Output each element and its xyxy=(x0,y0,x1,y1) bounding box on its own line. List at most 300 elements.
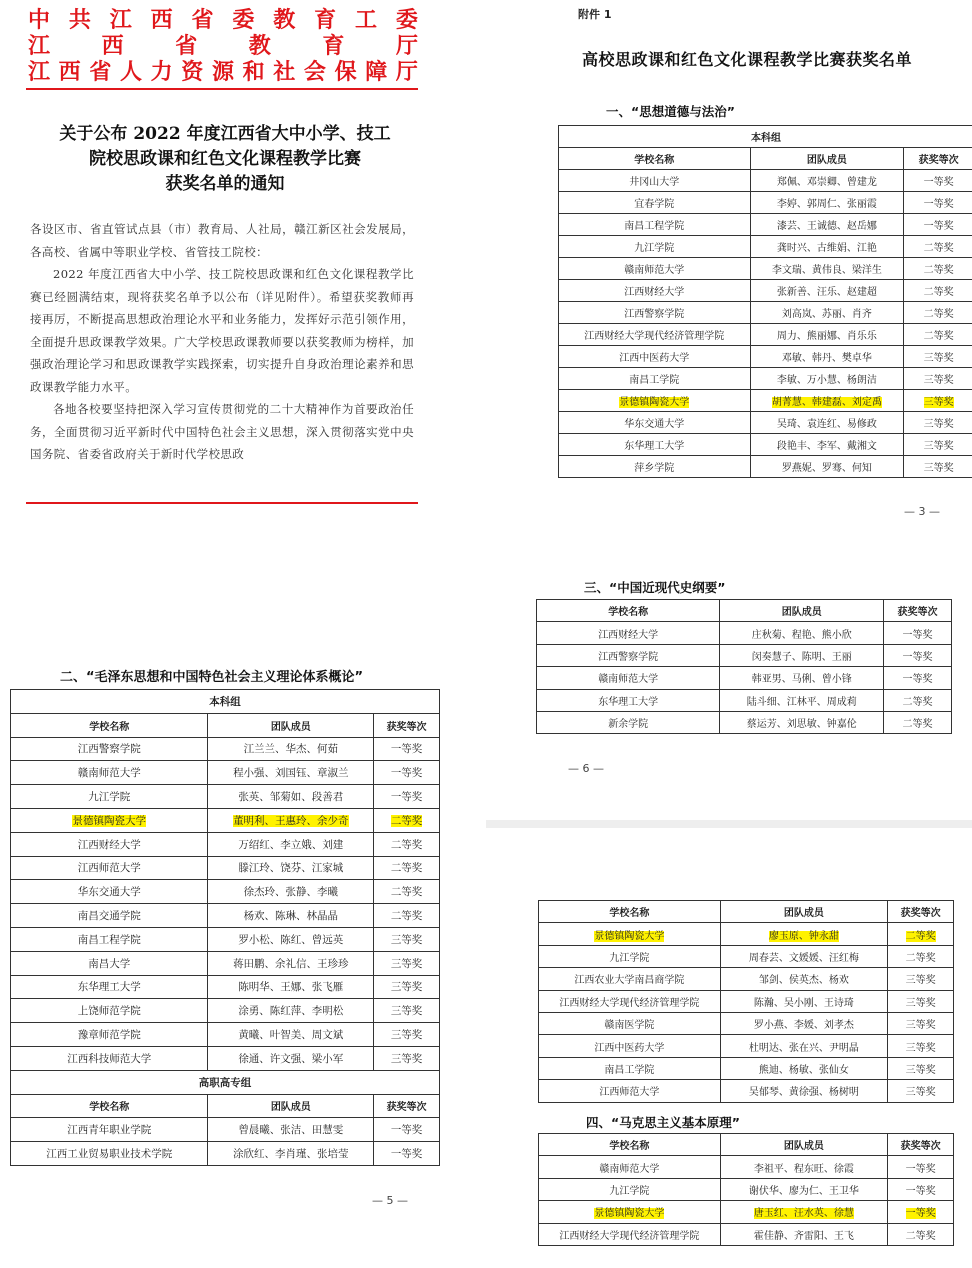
annex-page-3 xyxy=(486,0,972,560)
cell-award-text: 三等奖 xyxy=(905,997,936,1009)
cell-team xyxy=(208,975,374,999)
table-row xyxy=(537,622,952,644)
table-row xyxy=(11,904,440,928)
table-header-row xyxy=(11,1094,440,1118)
cell-team xyxy=(720,1201,888,1223)
cell-team xyxy=(750,170,904,192)
section-4-title: 四、“马克思主义基本原理” xyxy=(586,1115,740,1130)
cell-award-text: 一等奖 xyxy=(902,651,933,663)
cell-award-text: 三等奖 xyxy=(905,1042,936,1054)
table-row xyxy=(11,1046,440,1070)
cell-school xyxy=(11,904,208,928)
cell-school-text: 江西财经大学现代经济管理学院 xyxy=(559,997,700,1009)
cell-award xyxy=(904,302,972,324)
cell-school-text: 江西警察学院 xyxy=(624,309,685,320)
letterhead-char: 障 xyxy=(365,59,388,85)
table-row xyxy=(539,1057,954,1079)
cell-school-text: 东华理工大学 xyxy=(77,981,141,994)
section-1-title: 一、“思想道德与法治” xyxy=(606,104,735,119)
notice-paragraph-1: 2022 年度江西省大中小学、技工院校思政课和红色文化课程教学比赛已经圆满结束，现将获奖名单予以公布（详见附件）。希望获奖教师再接再厉，不断提高思想政治理论水平和业务能力，发挥好示范引领作用，全面提升思政课教学效果。广大学校思政课教师要以获奖教师为榜样，加强政治理论学习和思政课教学实践探索，切实提升自身政治理论素养和思政课教学能力水平。 xyxy=(30,267,414,394)
cell-award-text: 三等奖 xyxy=(923,419,954,430)
column-header-school: 学校名称 xyxy=(11,1094,208,1118)
cell-team-text: 谢伏华、廖为仁、王卫华 xyxy=(748,1185,859,1197)
cell-team xyxy=(720,1035,888,1057)
cell-award xyxy=(374,785,440,809)
cell-school-text: 东华理工大学 xyxy=(598,696,659,708)
letterhead-char: 教 xyxy=(248,33,271,59)
cell-award-text: 二等奖 xyxy=(923,309,954,320)
cell-school-text: 南昌工学院 xyxy=(604,1064,655,1076)
cell-award-text: 三等奖 xyxy=(923,441,954,452)
cell-award-text: 一等奖 xyxy=(390,1148,423,1161)
notice-paragraph-2: 各地各校要坚持把深入学习宣传贯彻党的二十大精神作为首要政治任务，全面贯彻习近平新时代中国特色社会主义思想，深入贯彻落实党中央国务院、省委省政府关于新时代学校思政 xyxy=(30,402,414,461)
column-header-school: 学校名称 xyxy=(559,148,751,170)
cell-team xyxy=(720,1223,888,1245)
cell-school-text: 江西青年职业学院 xyxy=(67,1124,152,1137)
cell-team xyxy=(720,622,884,644)
cell-award xyxy=(374,856,440,880)
cell-team xyxy=(208,761,374,785)
letterhead-line-2 xyxy=(28,32,418,60)
table-row xyxy=(559,192,972,214)
letterhead-char: 和 xyxy=(242,59,265,85)
cell-award xyxy=(374,1142,440,1166)
cell-team-text: 周力、熊丽娜、肖乐乐 xyxy=(776,331,877,342)
cell-team xyxy=(750,456,904,478)
page-number-3: — 3 — xyxy=(904,505,940,518)
column-header-team: 团队成员 xyxy=(750,148,904,170)
cell-award xyxy=(904,170,972,192)
letterhead-char: 厅 xyxy=(395,59,418,85)
cell-school xyxy=(11,1046,208,1070)
cell-award-text: 二等奖 xyxy=(905,952,936,964)
cell-school-text: 江西工业贸易职业技术学院 xyxy=(46,1148,173,1161)
letterhead-char: 资 xyxy=(181,59,204,85)
table-row xyxy=(11,880,440,904)
cell-award-text: 一等奖 xyxy=(905,1185,936,1197)
notice-title-line-2: 院校思政课和红色文化课程教学比赛 xyxy=(89,149,361,169)
column-header-award: 获奖等次 xyxy=(888,901,954,923)
cell-award-text: 二等奖 xyxy=(390,886,423,899)
section-3-continued-table xyxy=(538,900,954,1103)
group-label: 高职高专组 xyxy=(11,1070,440,1094)
table-row xyxy=(559,412,972,434)
cell-school-text: 南昌工学院 xyxy=(629,375,680,386)
cell-team xyxy=(720,945,888,967)
section-2-table xyxy=(10,689,440,1166)
cell-team-text: 唐玉红、汪水英、徐慧 xyxy=(753,1208,854,1220)
cell-school-text: 九江学院 xyxy=(609,1185,650,1197)
cell-school xyxy=(537,689,720,711)
cell-school xyxy=(559,412,751,434)
cell-school-text: 赣南师范大学 xyxy=(624,265,685,276)
table-row xyxy=(539,923,954,945)
cell-award xyxy=(374,761,440,785)
table-row xyxy=(537,689,952,711)
table-row xyxy=(539,990,954,1012)
cell-team-text: 张新善、汪乐、赵建超 xyxy=(776,287,877,298)
cell-team-text: 周春芸、文媛媛、汪红梅 xyxy=(748,952,859,964)
table-row xyxy=(559,258,972,280)
cell-school-text: 江西财经大学 xyxy=(624,287,685,298)
cell-team-text: 蔡运芳、刘思敏、钟嘉伦 xyxy=(746,719,857,731)
cell-school-text: 赣南师范大学 xyxy=(599,1163,660,1175)
cell-award-text: 一等奖 xyxy=(390,767,423,780)
cell-school xyxy=(559,192,751,214)
cell-school xyxy=(11,1023,208,1047)
footer-red-rule xyxy=(26,502,418,504)
table-header-row xyxy=(539,901,954,923)
letterhead-char: 西 xyxy=(58,59,81,85)
letterhead-char: 厅 xyxy=(395,33,418,59)
annex-label: 附件 1 xyxy=(578,8,612,21)
cell-team xyxy=(720,711,884,733)
cell-team-text: 徐通、许文强、梁小军 xyxy=(238,1052,344,1065)
cell-team-text: 徐杰玲、张静、李曦 xyxy=(243,886,339,899)
cell-school-text: 景德镇陶瓷大学 xyxy=(72,814,146,827)
table-row xyxy=(539,1223,954,1245)
cell-award xyxy=(374,975,440,999)
column-header-school: 学校名称 xyxy=(539,1134,721,1156)
cell-award xyxy=(374,808,440,832)
cell-award-text: 一等奖 xyxy=(902,629,933,641)
notice-paragraph-addressee: 各设区市、省直管试点县（市）教育局、人社局，赣江新区社会发展局，各高校、省属中等职业学校、省管技工院校： xyxy=(30,222,414,259)
cell-award xyxy=(904,280,972,302)
cell-team-text: 曾晨曦、张洁、田慧雯 xyxy=(238,1124,344,1137)
table-row xyxy=(11,785,440,809)
cell-school xyxy=(559,346,751,368)
cell-school-text: 景德镇陶瓷大学 xyxy=(594,1208,665,1220)
cell-school-text: 九江学院 xyxy=(634,243,675,254)
section-1-table xyxy=(558,125,972,478)
cell-school xyxy=(539,990,721,1012)
cell-team-text: 胡菁慧、韩建磊、刘定禹 xyxy=(771,397,882,408)
cell-award xyxy=(904,346,972,368)
cell-team xyxy=(750,434,904,456)
letterhead-char: 省 xyxy=(175,33,198,59)
table-row xyxy=(539,1035,954,1057)
cell-school-text: 景德镇陶瓷大学 xyxy=(594,930,665,942)
letterhead-char: 源 xyxy=(211,59,234,85)
cell-award-text: 二等奖 xyxy=(390,910,423,923)
cell-school xyxy=(11,951,208,975)
table-row xyxy=(559,456,972,478)
cell-school xyxy=(559,236,751,258)
cell-award-text: 三等奖 xyxy=(923,463,954,474)
table-row xyxy=(539,1178,954,1200)
cell-school xyxy=(11,1118,208,1142)
cell-award xyxy=(374,832,440,856)
cell-school xyxy=(559,390,751,412)
cell-team xyxy=(720,968,888,990)
table-row xyxy=(539,1080,954,1102)
cell-award-text: 一等奖 xyxy=(923,221,954,232)
cell-school-text: 赣南医学院 xyxy=(604,1020,655,1032)
cell-school xyxy=(537,667,720,689)
cell-award xyxy=(888,923,954,945)
column-header-school: 学校名称 xyxy=(539,901,721,923)
column-header-team: 团队成员 xyxy=(208,713,374,737)
cell-team-text: 江兰兰、华杰、何茹 xyxy=(243,743,339,756)
column-header-award: 获奖等次 xyxy=(374,713,440,737)
table-row xyxy=(539,1156,954,1178)
cell-school-text: 赣南师范大学 xyxy=(598,674,659,686)
cell-school xyxy=(537,711,720,733)
cell-award xyxy=(888,1035,954,1057)
cell-award xyxy=(888,1201,954,1223)
cell-school xyxy=(539,968,721,990)
cell-team xyxy=(720,1057,888,1079)
cell-school-text: 江西师范大学 xyxy=(77,862,141,875)
cell-team-text: 李敏、万小慧、杨朗洁 xyxy=(776,375,877,386)
page-gap-horizontal xyxy=(486,820,972,828)
cell-team xyxy=(208,999,374,1023)
cell-team xyxy=(750,302,904,324)
column-header-award: 获奖等次 xyxy=(374,1094,440,1118)
cell-award-text: 二等奖 xyxy=(390,838,423,851)
cell-school xyxy=(537,644,720,666)
cell-school xyxy=(11,832,208,856)
cell-team-text: 闵奏慧子、陈明、王丽 xyxy=(751,651,852,663)
cell-school xyxy=(11,880,208,904)
cell-school xyxy=(559,214,751,236)
cell-team xyxy=(720,644,884,666)
cell-school xyxy=(537,622,720,644)
letterhead-char: 西 xyxy=(101,33,124,59)
column-header-team: 团队成员 xyxy=(720,1134,888,1156)
cell-school xyxy=(11,999,208,1023)
notice-title-line-3: 获奖名单的通知 xyxy=(165,174,285,194)
cell-team-text: 段艳丰、李军、戴湘文 xyxy=(776,441,877,452)
cell-school xyxy=(559,434,751,456)
cell-team-text: 陆斗细、江林平、周成莉 xyxy=(746,696,857,708)
column-header-team: 团队成员 xyxy=(720,901,888,923)
cell-award-text: 二等奖 xyxy=(905,1230,936,1242)
cell-team-text: 罗小燕、李媛、刘孝杰 xyxy=(753,1020,854,1032)
cell-school xyxy=(559,456,751,478)
cell-award-text: 一等奖 xyxy=(905,1208,936,1220)
cell-award-text: 一等奖 xyxy=(923,177,954,188)
letterhead-line-1 xyxy=(28,6,418,34)
column-header-award: 获奖等次 xyxy=(888,1134,954,1156)
cell-team xyxy=(720,1178,888,1200)
column-header-award: 获奖等次 xyxy=(884,600,952,622)
cell-school-text: 江西财经大学 xyxy=(77,838,141,851)
column-header-team: 团队成员 xyxy=(208,1094,374,1118)
cell-school-text: 江西财经大学现代经济管理学院 xyxy=(584,331,725,342)
cell-award xyxy=(888,1223,954,1245)
letterhead-char: 会 xyxy=(303,59,326,85)
cell-school xyxy=(11,785,208,809)
cell-team xyxy=(208,927,374,951)
cell-school xyxy=(559,324,751,346)
cell-team-text: 龚时兴、古维娟、江艳 xyxy=(776,243,877,254)
column-header-award: 获奖等次 xyxy=(904,148,972,170)
cell-team xyxy=(208,1118,374,1142)
cell-team-text: 李祖平、程东旺、徐霞 xyxy=(753,1163,854,1175)
cell-award-text: 三等奖 xyxy=(923,397,954,408)
letterhead-char: 西 xyxy=(150,7,173,33)
cell-team xyxy=(750,236,904,258)
cell-team xyxy=(208,737,374,761)
cell-team-text: 吴琦、袁连红、易修政 xyxy=(776,419,877,430)
cell-award-text: 二等奖 xyxy=(390,814,423,827)
cell-school-text: 华东交通大学 xyxy=(624,419,685,430)
cell-award xyxy=(904,214,972,236)
cell-team-text: 罗小松、陈红、曾远英 xyxy=(238,933,344,946)
letterhead-line-3 xyxy=(28,58,418,86)
cell-award-text: 一等奖 xyxy=(905,1163,936,1175)
cell-award xyxy=(888,1080,954,1102)
cell-award xyxy=(884,667,952,689)
cell-school-text: 南昌交通学院 xyxy=(77,910,141,923)
cell-school-text: 九江学院 xyxy=(609,952,650,964)
cell-team xyxy=(750,192,904,214)
cell-team-text: 刘高岚、苏丽、肖齐 xyxy=(781,309,872,320)
cell-team-text: 陈明华、王娜、张飞雁 xyxy=(238,981,344,994)
table-row xyxy=(11,927,440,951)
annex-main-title: 高校思政课和红色文化课程教学比赛获奖名单 xyxy=(582,50,913,69)
cell-team xyxy=(208,785,374,809)
table-row xyxy=(539,1012,954,1034)
table-header-row xyxy=(537,600,952,622)
table-row xyxy=(11,761,440,785)
cell-school-text: 赣南师范大学 xyxy=(77,767,141,780)
letterhead-char: 保 xyxy=(334,59,357,85)
cell-school-text: 南昌大学 xyxy=(88,957,131,970)
letterhead-char: 育 xyxy=(314,7,337,33)
table-row xyxy=(539,968,954,990)
cell-team xyxy=(750,258,904,280)
cell-school-text: 宜春学院 xyxy=(634,199,675,210)
cell-award-text: 二等奖 xyxy=(905,930,936,942)
cell-school xyxy=(559,258,751,280)
cell-team xyxy=(750,324,904,346)
cell-award-text: 二等奖 xyxy=(902,719,933,731)
cell-school xyxy=(11,975,208,999)
table-row xyxy=(559,346,972,368)
cell-award-text: 三等奖 xyxy=(390,981,423,994)
letterhead-char: 中 xyxy=(28,7,51,33)
group-row xyxy=(11,690,440,714)
cell-school xyxy=(11,761,208,785)
cell-award xyxy=(904,192,972,214)
cell-award xyxy=(888,945,954,967)
cell-team-text: 廖玉原、钟永甜 xyxy=(768,930,839,942)
notice-title xyxy=(30,122,420,197)
cell-school-text: 江西财经大学现代经济管理学院 xyxy=(559,1230,700,1242)
cell-award-text: 二等奖 xyxy=(923,243,954,254)
cell-award-text: 二等奖 xyxy=(923,265,954,276)
table-row xyxy=(559,214,972,236)
letterhead-char: 育 xyxy=(322,33,345,59)
cell-award-text: 三等奖 xyxy=(390,1052,423,1065)
cell-team-text: 蒋田鹏、余礼信、王珍珍 xyxy=(233,957,349,970)
cell-award xyxy=(888,1012,954,1034)
letterhead-char: 省 xyxy=(89,59,112,85)
table-row xyxy=(537,711,952,733)
cell-team-text: 滕江玲、饶芬、江家城 xyxy=(238,862,344,875)
cell-school-text: 东华理工大学 xyxy=(624,441,685,452)
table-row xyxy=(559,302,972,324)
group-row xyxy=(11,1070,440,1094)
cell-team-text: 邹剑、侯英杰、杨欢 xyxy=(758,975,849,987)
cell-award xyxy=(374,737,440,761)
cell-team xyxy=(208,1142,374,1166)
cell-team xyxy=(750,280,904,302)
group-row xyxy=(559,126,972,148)
table-row xyxy=(537,667,952,689)
cell-award xyxy=(374,1046,440,1070)
cell-award xyxy=(904,368,972,390)
cell-award xyxy=(888,1178,954,1200)
cell-school xyxy=(11,808,208,832)
cell-team-text: 李文瑞、黄伟良、梁洋生 xyxy=(771,265,882,276)
cell-school-text: 江西警察学院 xyxy=(598,651,659,663)
table-header-row xyxy=(539,1134,954,1156)
notice-body xyxy=(30,218,414,466)
table-header-row xyxy=(559,148,972,170)
cell-team-text: 吴郁琴、黄徐强、杨树明 xyxy=(748,1087,859,1099)
cell-award-text: 二等奖 xyxy=(923,287,954,298)
cell-school xyxy=(539,1057,721,1079)
cell-team-text: 涂欣红、李肖瑾、张培莹 xyxy=(233,1148,349,1161)
cell-award xyxy=(888,1156,954,1178)
cell-school xyxy=(559,280,751,302)
cell-team xyxy=(720,689,884,711)
group-label: 本科组 xyxy=(559,126,972,148)
cell-school-text: 江西财经大学 xyxy=(598,629,659,641)
annex-page-6 xyxy=(486,560,972,820)
cell-award-text: 一等奖 xyxy=(390,743,423,756)
cell-award xyxy=(904,258,972,280)
cell-school-text: 江西警察学院 xyxy=(77,743,141,756)
cell-team-text: 庄秋菊、程艳、熊小欣 xyxy=(751,629,852,641)
cell-award xyxy=(374,951,440,975)
cell-team xyxy=(750,412,904,434)
cell-school xyxy=(11,856,208,880)
cell-award xyxy=(374,999,440,1023)
cell-team-text: 涂勇、陈红萍、李明松 xyxy=(238,1005,344,1018)
cell-award xyxy=(884,644,952,666)
cell-school xyxy=(539,1080,721,1102)
cell-team xyxy=(208,856,374,880)
cell-school xyxy=(539,945,721,967)
cell-team xyxy=(720,1080,888,1102)
cell-team-text: 熊迪、杨敏、张仙女 xyxy=(758,1064,849,1076)
cell-team xyxy=(208,951,374,975)
letterhead-char: 委 xyxy=(232,7,255,33)
cell-school-text: 江西农业大学南昌商学院 xyxy=(574,975,685,987)
cell-team-text: 霍佳静、齐雷阳、王飞 xyxy=(753,1230,854,1242)
annex-page-5 xyxy=(0,560,486,1268)
cell-award xyxy=(374,880,440,904)
notice-page xyxy=(0,0,486,560)
column-header-team: 团队成员 xyxy=(720,600,884,622)
table-row xyxy=(559,434,972,456)
cell-school-text: 萍乡学院 xyxy=(634,463,675,474)
cell-award xyxy=(904,456,972,478)
cell-award-text: 三等奖 xyxy=(390,1029,423,1042)
cell-school-text: 江西中医药大学 xyxy=(594,1042,665,1054)
cell-team xyxy=(208,832,374,856)
cell-school xyxy=(539,1156,721,1178)
notice-title-line-1: 关于公布 2022 年度江西省大中小学、技工 xyxy=(59,124,391,144)
cell-team-text: 杜明达、张在兴、尹明晶 xyxy=(748,1042,859,1054)
table-row xyxy=(559,368,972,390)
cell-award-text: 一等奖 xyxy=(390,791,423,804)
letterhead-char: 力 xyxy=(150,59,173,85)
